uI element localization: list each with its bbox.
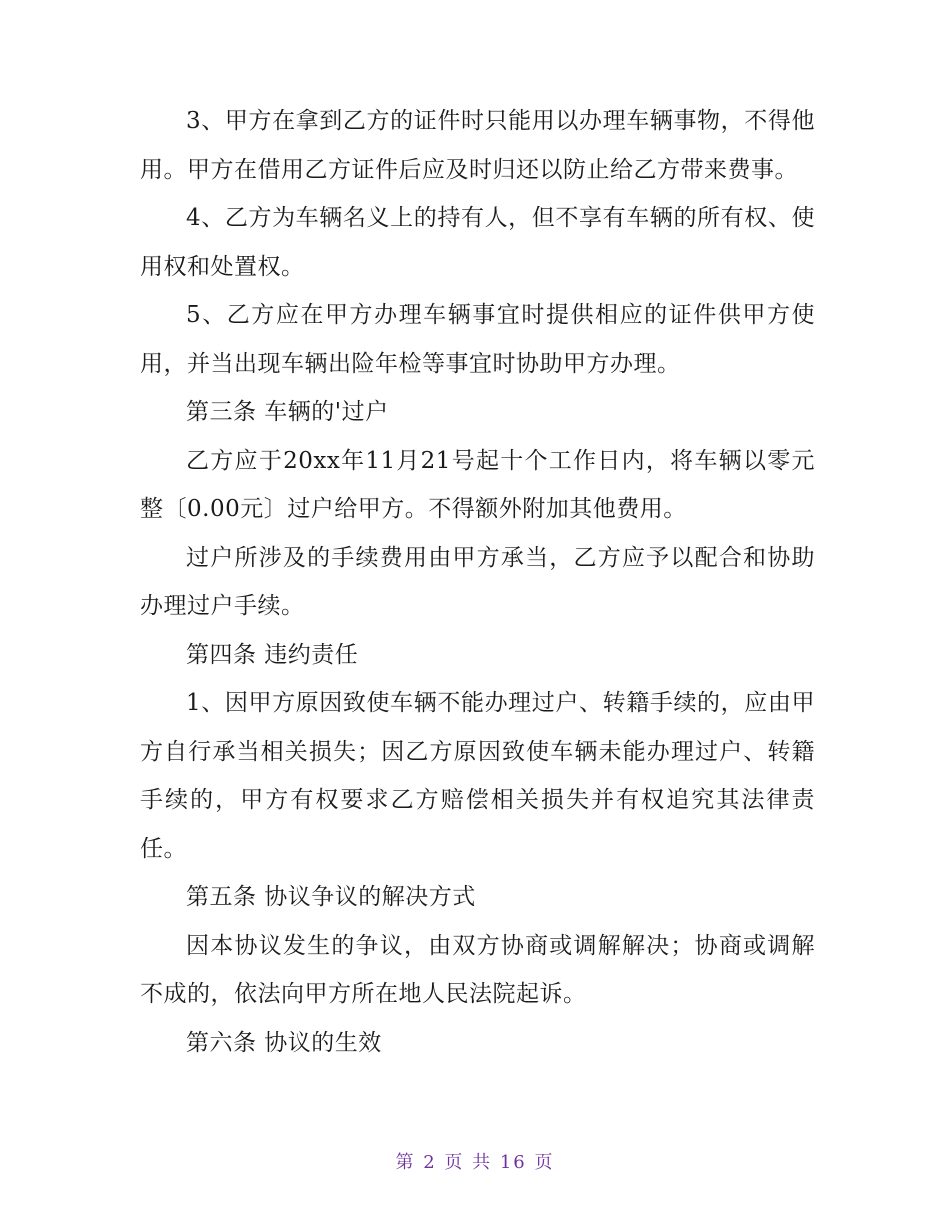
paragraph-liability-1: 1、因甲方原因致使车辆不能办理过户、转籍手续的，应由甲方自行承当相关损失；因乙方原因致使车辆未能办理过户、转籍手续的，甲方有权要求乙方赔偿相关损失并有权追究其法律责任。 [140,690,815,862]
section-heading-article-3: 第三条 车辆的'过户 [186,399,389,425]
section-heading-article-5: 第五条 协议争议的解决方式 [186,884,476,910]
paragraph-transfer-fees: 过户所涉及的手续费用由甲方承当，乙方应予以配合和协助办理过户手续。 [140,544,815,619]
document-body [140,97,815,1067]
paragraph-clause-5: 5、乙方应在甲方办理车辆事宜时提供相应的证件供甲方使用，并当出现车辆出险年检等事宜时协助甲方办理。 [140,302,815,377]
paragraph-clause-3: 3、甲方在拿到乙方的证件时只能用以办理车辆事物，不得他用。甲方在借用乙方证件后应及时归还以防止给乙方带来费事。 [140,108,815,183]
paragraph-transfer-deadline: 乙方应于20xx年11月21号起十个工作日内，将车辆以零元整〔0.00元〕过户给甲方。不得额外附加其他费用。 [140,447,815,522]
section-heading-article-4: 第四条 违约责任 [186,641,359,668]
page-number-footer: 第 2 页 共 16 页 [395,1152,555,1173]
paragraph-clause-4: 4、乙方为车辆名义上的持有人，但不享有车辆的所有权、使用权和处置权。 [140,205,815,280]
section-heading-article-6: 第六条 协议的生效 [186,1029,382,1056]
paragraph-dispute-resolution: 因本协议发生的争议，由双方协商或调解解决；协商或调解不成的，依法向甲方所在地人民法院起诉。 [140,932,815,1007]
